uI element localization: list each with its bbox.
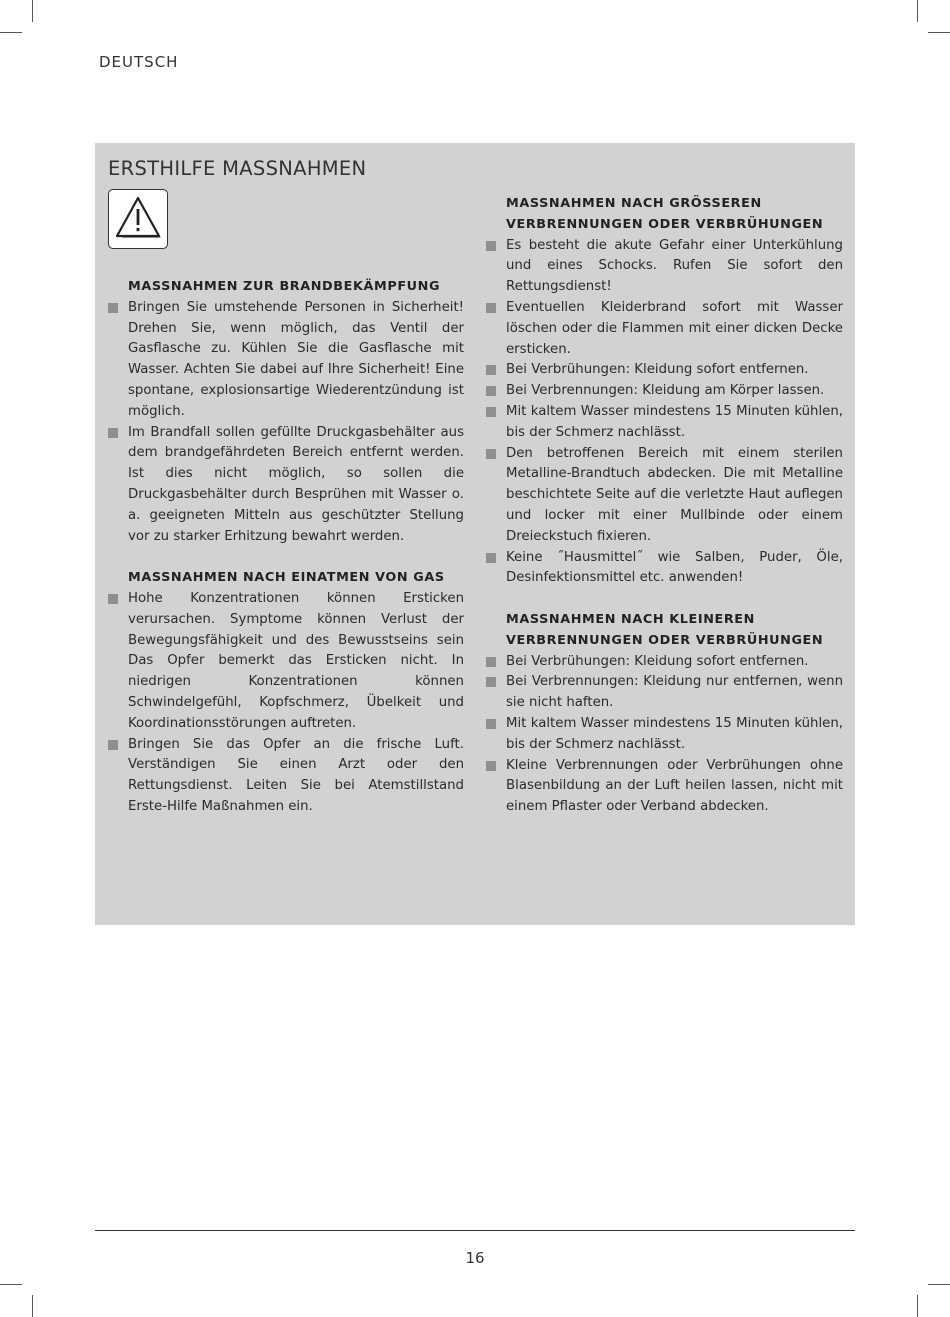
list-item: Es besteht die akute Gefahr einer Unterkühlung und eines Schocks. Rufen Sie sofort den Rettungsdienst! [506, 236, 843, 298]
crop-mark [0, 32, 22, 33]
list-item: Bei Verbrühungen: Kleidung sofort entfernen. [506, 652, 843, 673]
first-aid-panel [95, 143, 855, 925]
list-item: Den betroffenen Bereich mit einem sterilen Metalline-Brandtuch abdecken. Die mit Metalline beschichtete Seite auf die verletzte Haut auflegen und locker mit einer Mullbinde oder einem Dreieckstuch fixieren. [506, 444, 843, 548]
warning-triangle-icon [108, 189, 168, 249]
fire-fighting-list [128, 298, 464, 548]
list-item: Bei Verbrennungen: Kleidung am Körper lassen. [506, 381, 843, 402]
list-item: Kleine Verbrennungen oder Verbrühungen ohne Blasenbildung an der Luft heilen lassen, nicht mit einem Pflaster oder Verband abdecken. [506, 756, 843, 818]
crop-mark [32, 0, 33, 22]
section-heading-fire-fighting: MASSNAHMEN ZUR BRANDBEKÄMPFUNG [128, 279, 441, 294]
section-heading-major-burns: MASSNAHMEN NACH GRÖSSEREN VERBRENNUNGEN ODER VERBRÜHUNGEN [506, 196, 824, 232]
list-item: Bringen Sie umstehende Personen in Sicherheit! Drehen Sie, wenn möglich, das Ventil der Gasflasche zu. Kühlen Sie die Gasflasche mit Wasser. Achten Sie dabei auf Ihre Sicherheit! Eine spontane, explosionsartige Wiederentzündung ist möglich. [128, 298, 464, 423]
crop-mark [928, 32, 950, 33]
panel-title: ERSTHILFE MASSNAHMEN [108, 157, 367, 180]
minor-burns-list [506, 652, 843, 818]
section-heading-gas-inhalation: MASSNAHMEN NACH EINATMEN VON GAS [128, 570, 445, 586]
list-item: Bringen Sie das Opfer an die frische Luft. Verständigen Sie einen Arzt oder den Rettungsdienst. Leiten Sie bei Atemstillstand Erste-Hilfe Maßnahmen ein. [128, 735, 464, 818]
footer-divider [95, 1230, 855, 1231]
language-label: DEUTSCH [99, 53, 179, 71]
list-item: Mit kaltem Wasser mindestens 15 Minuten kühlen, bis der Schmerz nachlässt. [506, 402, 843, 444]
major-burns-list [506, 236, 843, 590]
list-item: Bei Verbrennungen: Kleidung nur entfernen, wenn sie nicht haften. [506, 672, 843, 714]
crop-mark [928, 1284, 950, 1285]
gas-inhalation-list [128, 589, 464, 818]
crop-mark [0, 1284, 22, 1285]
warning-triangle-icon-shape [113, 195, 163, 243]
list-item: Eventuellen Kleiderbrand sofort mit Wasser löschen oder die Flammen mit einer dicken Decke ersticken. [506, 298, 843, 360]
list-item: Mit kaltem Wasser mindestens 15 Minuten kühlen, bis der Schmerz nachlässt. [506, 714, 843, 756]
left-column [128, 277, 464, 818]
list-item: Hohe Konzentrationen können Ersticken verursachen. Symptome können Verlust der Bewegungsfähigkeit und des Bewusstseins sein Das Opfer bemerkt das Ersticken nicht. In niedrigen Konzentrationen können Schwindelgefühl, Kopfschmerz, Übelkeit und Koordinationsstörungen auftreten. [128, 589, 464, 735]
list-item: Im Brandfall sollen gefüllte Druckgasbehälter aus dem brandgefährdeten Bereich entfernt werden. Ist dies nicht möglich, so sollen die Druckgasbehälter durch Besprühen mit Wasser o. a. geeigneten Mitteln aus geschützter Stellung vor zu starker Erhitzung bewahrt werden. [128, 423, 464, 548]
right-column [506, 194, 843, 818]
list-item: Bei Verbrühungen: Kleidung sofort entfernen. [506, 360, 843, 381]
list-item: Keine ˝Hausmittel˝ wie Salben, Puder, Öle, Desinfektionsmittel etc. anwenden! [506, 548, 843, 590]
crop-mark [917, 1295, 918, 1317]
section-heading-minor-burns: MASSNAHMEN NACH KLEINEREN VERBRENNUNGEN ODER VERBRÜHUNGEN [506, 611, 824, 648]
crop-mark [32, 1295, 33, 1317]
crop-mark [917, 0, 918, 22]
page-number: 16 [465, 1249, 485, 1267]
